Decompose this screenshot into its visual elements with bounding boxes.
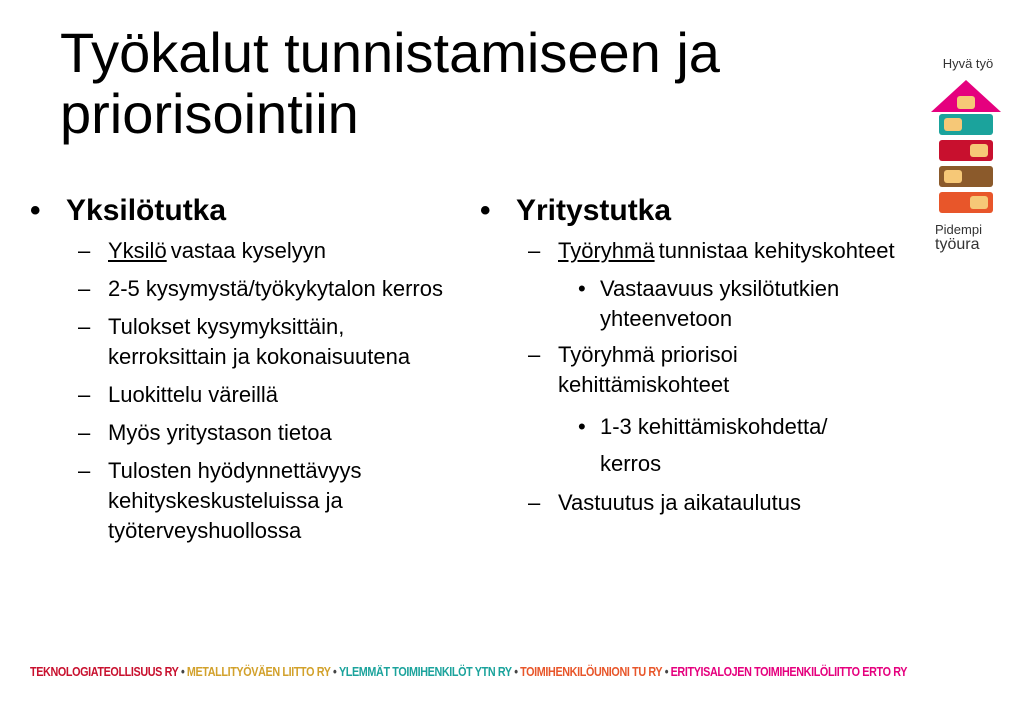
- logo-bottom-text-2: työura: [935, 236, 980, 253]
- left-column: [30, 192, 450, 554]
- house-floor-brown: [939, 166, 993, 187]
- dash-icon: –: [528, 490, 541, 515]
- footer-separator: •: [664, 664, 669, 679]
- footer-org: METALLITYÖVÄEN LIITTO RY: [186, 664, 331, 679]
- list-item-text: Työryhmä priorisoi kehittämiskohteet: [558, 342, 738, 397]
- list-item-text: 2-5 kysymystä/työkykytalon kerros: [108, 276, 443, 301]
- right-heading: Yritystutka: [516, 194, 672, 227]
- footer-org: YLEMMÄT TOIMIHENKILÖT YTN RY: [338, 664, 512, 679]
- house-floor-teal: [939, 114, 993, 135]
- list-item: [60, 380, 450, 410]
- dash-icon: –: [78, 314, 91, 339]
- right-heading-item: [480, 192, 900, 230]
- dash-icon: –: [78, 458, 91, 483]
- footer-org: TEKNOLOGIATEOLLISUUS RY: [30, 664, 179, 679]
- slide-title: Työkalut tunnistamiseen ja priorisointiin: [60, 21, 720, 145]
- dash-icon: –: [78, 420, 91, 445]
- dash-icon: –: [528, 342, 541, 367]
- list-item-text: Luokittelu väreillä: [108, 382, 278, 407]
- dash-icon: –: [78, 238, 91, 263]
- underlined-word: Työryhmä: [558, 238, 655, 263]
- left-heading: Yksilötutka: [66, 194, 227, 227]
- sub-list-item: [560, 274, 900, 334]
- footer-organizations: [30, 664, 908, 679]
- right-column: [480, 192, 900, 526]
- bullet-icon: •: [480, 194, 491, 227]
- sub-list-item-text-line2: kerros: [600, 451, 662, 476]
- list-item: [510, 340, 900, 400]
- house-floor-orange: [939, 192, 993, 213]
- list-item-text: vastaa kyselyyn: [170, 238, 326, 263]
- sub-list-item-text: Vastaavuus yksilötutkien yhteenvetoon: [600, 276, 840, 331]
- dash-icon: –: [78, 382, 91, 407]
- logo-top-text: Hyvä työ: [942, 56, 994, 71]
- sub-list-item: [560, 408, 900, 482]
- bullet-icon: •: [578, 414, 586, 439]
- logo-bottom-text-1: Pidempi: [935, 222, 982, 237]
- list-item: [60, 456, 450, 546]
- house-floor-red: [939, 140, 993, 161]
- bullet-icon: •: [578, 276, 586, 301]
- list-item: [60, 274, 450, 304]
- bullet-icon: •: [30, 194, 41, 227]
- list-item-text: Tulokset kysymyksittäin, kerroksittain ja kokonaisuutena: [108, 314, 411, 369]
- list-item: [60, 418, 450, 448]
- footer-separator: •: [333, 664, 337, 679]
- footer-separator: •: [180, 664, 185, 679]
- house-roof-icon: [929, 78, 1003, 114]
- dash-icon: –: [78, 276, 91, 301]
- list-item-text: Tulosten hyödynnettävyys kehityskeskusteluissa ja työterveyshuollossa: [108, 458, 362, 543]
- dash-icon: –: [528, 238, 541, 263]
- list-item-text: Myös yritystason tietoa: [108, 420, 332, 445]
- logo: [925, 56, 1005, 266]
- underlined-word: Yksilö: [108, 238, 167, 263]
- list-item-text: Vastuutus ja aikataulutus: [558, 490, 801, 515]
- sub-list-item-text-line1: 1-3 kehittämiskohdetta/: [600, 414, 828, 439]
- left-heading-item: [30, 192, 450, 230]
- list-item: [510, 488, 900, 518]
- list-item: [60, 312, 450, 372]
- list-item-text: tunnistaa kehityskohteet: [658, 238, 895, 263]
- list-item: [510, 236, 900, 266]
- footer-org: ERITYISALOJEN TOIMIHENKILÖLIITTO ERTO RY: [670, 664, 908, 679]
- list-item: [60, 236, 450, 266]
- footer-org: TOIMIHENKILÖUNIONI TU RY: [520, 664, 663, 679]
- footer-separator: •: [514, 664, 518, 679]
